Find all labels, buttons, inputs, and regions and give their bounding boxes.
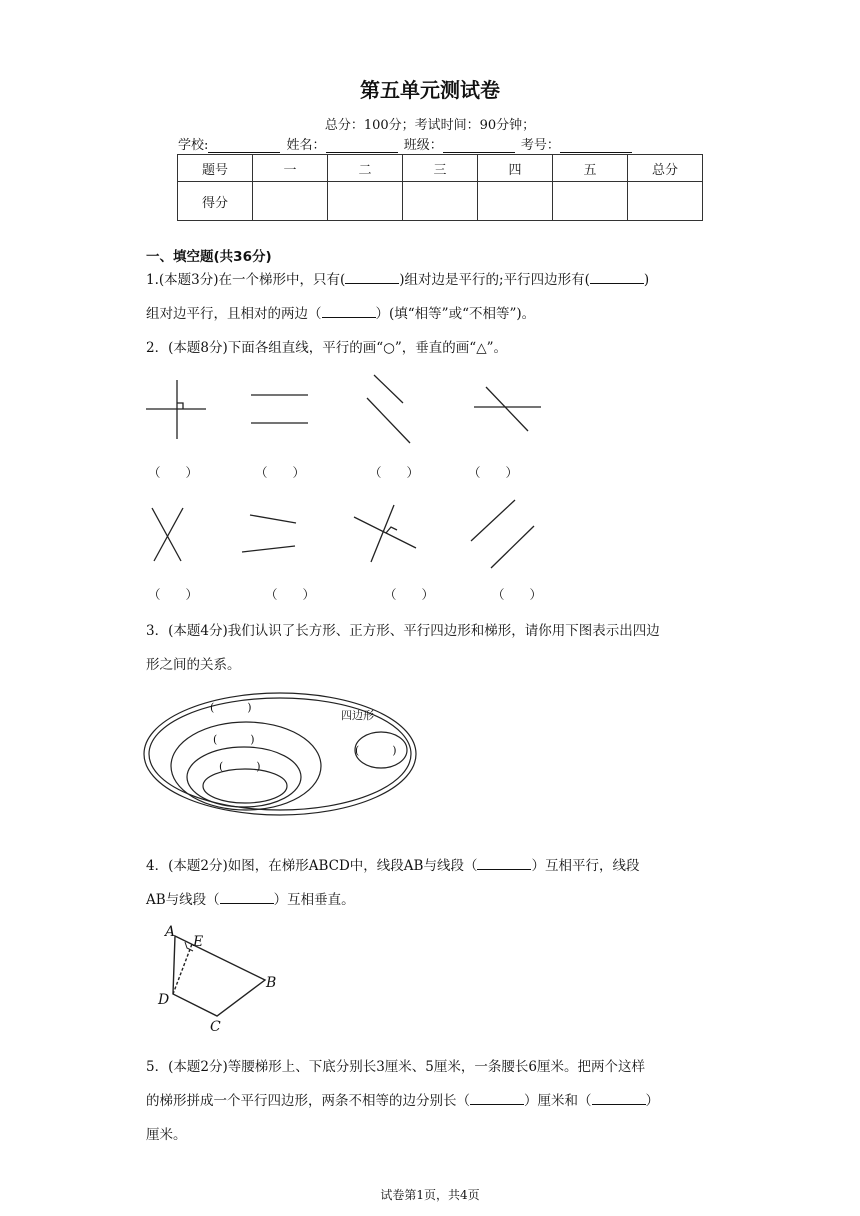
score-cell[interactable] bbox=[403, 182, 478, 221]
question-5 bbox=[146, 1050, 716, 1152]
answer-paren[interactable]: （ ） bbox=[468, 465, 519, 480]
trapezoid-abcd-figure bbox=[150, 920, 290, 1035]
question-text: 形之间的关系。 bbox=[146, 657, 241, 673]
question-number: 5． bbox=[146, 1059, 169, 1075]
answer-paren[interactable]: ( ) bbox=[210, 701, 252, 714]
score-row-label: 得分 bbox=[178, 182, 253, 221]
question-5-line-2 bbox=[146, 1084, 716, 1118]
question-3-line-2 bbox=[146, 648, 716, 682]
score-table bbox=[177, 154, 703, 221]
score-header-cell: 三 bbox=[403, 155, 478, 182]
question-text: (本题8分)下面各组直线，平行的画“○”，垂直的画“△”。 bbox=[168, 340, 507, 356]
label-C: C bbox=[210, 1019, 221, 1035]
name-label: 姓名： bbox=[286, 138, 326, 153]
class-label: 班级： bbox=[403, 138, 443, 153]
answer-paren[interactable]: （ ） bbox=[492, 587, 543, 602]
question-text: 的梯形拼成一个平行四边形，两条不相等的边分别长（ bbox=[146, 1093, 470, 1109]
answer-paren[interactable]: ( ) bbox=[213, 733, 255, 746]
question-text: (本题3分)在一个梯形中，只有( bbox=[158, 272, 346, 288]
score-cell[interactable] bbox=[478, 182, 553, 221]
line-pair-5-intersecting bbox=[152, 508, 183, 561]
number-blank[interactable] bbox=[560, 139, 632, 153]
question-text: AB与线段（ bbox=[146, 892, 220, 908]
question-text: ）厘米和（ bbox=[524, 1093, 592, 1109]
question-text: ） bbox=[645, 1093, 659, 1109]
answer-blank[interactable] bbox=[470, 1090, 524, 1105]
score-header-cell: 四 bbox=[478, 155, 553, 182]
question-text: )组对边是平行的;平行四边形有( bbox=[399, 272, 590, 288]
question-text: 厘米。 bbox=[146, 1127, 187, 1143]
score-cell[interactable] bbox=[253, 182, 328, 221]
answer-blank[interactable] bbox=[590, 269, 644, 284]
label-D: D bbox=[158, 992, 170, 1008]
page-footer: 试卷第1页，共4页 bbox=[380, 1188, 480, 1202]
question-4-line-2 bbox=[146, 883, 716, 917]
line-pair-6-nonparallel bbox=[242, 515, 296, 552]
question-text: ) bbox=[643, 272, 650, 288]
question-number: 1. bbox=[146, 272, 159, 288]
score-table-score-row bbox=[178, 182, 703, 221]
question-5-line-3 bbox=[146, 1118, 716, 1152]
question-2 bbox=[146, 331, 716, 365]
class-blank[interactable] bbox=[443, 139, 515, 153]
question-4 bbox=[146, 849, 716, 917]
score-cell[interactable] bbox=[553, 182, 628, 221]
line-pair-3-parallel bbox=[367, 375, 410, 443]
answer-blank[interactable] bbox=[220, 889, 274, 904]
answer-paren[interactable]: （ ） bbox=[265, 587, 316, 602]
number-label: 考号： bbox=[520, 138, 560, 153]
name-blank[interactable] bbox=[326, 139, 398, 153]
answer-blank[interactable] bbox=[345, 269, 399, 284]
line-pair-1-perpendicular bbox=[146, 380, 206, 439]
question-text: (本题4分)我们认识了长方形、正方形、平行四边形和梯形，请你用下图表示出四边 bbox=[168, 623, 660, 639]
score-cell[interactable] bbox=[328, 182, 403, 221]
student-info-fields bbox=[178, 134, 634, 153]
score-cell[interactable] bbox=[628, 182, 703, 221]
score-header-cell: 五 bbox=[553, 155, 628, 182]
question-text: ）互相垂直。 bbox=[273, 892, 355, 908]
question-number: 3． bbox=[146, 623, 169, 639]
school-blank[interactable] bbox=[208, 139, 280, 153]
question-3-line-1 bbox=[146, 614, 716, 648]
answer-paren[interactable]: （ ） bbox=[148, 587, 199, 602]
score-table-header-row bbox=[178, 155, 703, 182]
answer-paren[interactable]: ( ) bbox=[355, 744, 397, 757]
answer-paren[interactable]: （ ） bbox=[384, 587, 435, 602]
question-1-line-1 bbox=[146, 263, 716, 297]
quadrilateral-label: 四边形 bbox=[341, 709, 374, 722]
score-header-cell: 总分 bbox=[628, 155, 703, 182]
line-pair-2-parallel bbox=[251, 395, 308, 423]
section-heading: 一、填空题(共36分) bbox=[146, 249, 272, 265]
question-1-line-2 bbox=[146, 297, 716, 331]
answer-paren[interactable]: （ ） bbox=[148, 465, 199, 480]
line-pair-4-intersecting bbox=[474, 387, 541, 431]
question-5-line-1 bbox=[146, 1050, 716, 1084]
answer-paren[interactable]: ( ) bbox=[219, 760, 261, 773]
answer-paren[interactable]: （ ） bbox=[255, 465, 306, 480]
line-pairs-figure bbox=[130, 365, 560, 605]
exam-info: 总分：100分；考试时间：90分钟； bbox=[324, 118, 536, 133]
score-header-cell: 二 bbox=[328, 155, 403, 182]
question-4-line-1 bbox=[146, 849, 716, 883]
question-text: ）互相平行，线段 bbox=[531, 858, 640, 874]
answer-blank[interactable] bbox=[322, 303, 376, 318]
score-header-cell: 题号 bbox=[178, 155, 253, 182]
question-number: 4． bbox=[146, 858, 169, 874]
answer-paren[interactable]: （ ） bbox=[369, 465, 420, 480]
question-text: ）(填“相等”或“不相等”)。 bbox=[375, 306, 536, 322]
question-text: 组对边平行，且相对的两边（ bbox=[146, 306, 322, 322]
question-1 bbox=[146, 263, 716, 331]
question-text: (本题2分)如图，在梯形ABCD中，线段AB与线段（ bbox=[168, 858, 478, 874]
answer-blank[interactable] bbox=[592, 1090, 646, 1105]
label-B: B bbox=[266, 975, 277, 991]
label-E: E bbox=[193, 934, 204, 950]
answer-blank[interactable] bbox=[477, 855, 531, 870]
school-label: 学校: bbox=[178, 138, 209, 153]
score-header-cell: 一 bbox=[253, 155, 328, 182]
page-title: 第五单元测试卷 bbox=[360, 78, 500, 102]
question-3 bbox=[146, 614, 716, 682]
line-pair-8-parallel bbox=[471, 500, 534, 568]
label-A: A bbox=[165, 924, 176, 940]
line-pair-7-perpendicular bbox=[354, 505, 416, 562]
question-text: (本题2分)等腰梯形上、下底分别长3厘米、5厘米，一条腰长6厘米。把两个这样 bbox=[168, 1059, 645, 1075]
question-number: 2． bbox=[146, 340, 169, 356]
